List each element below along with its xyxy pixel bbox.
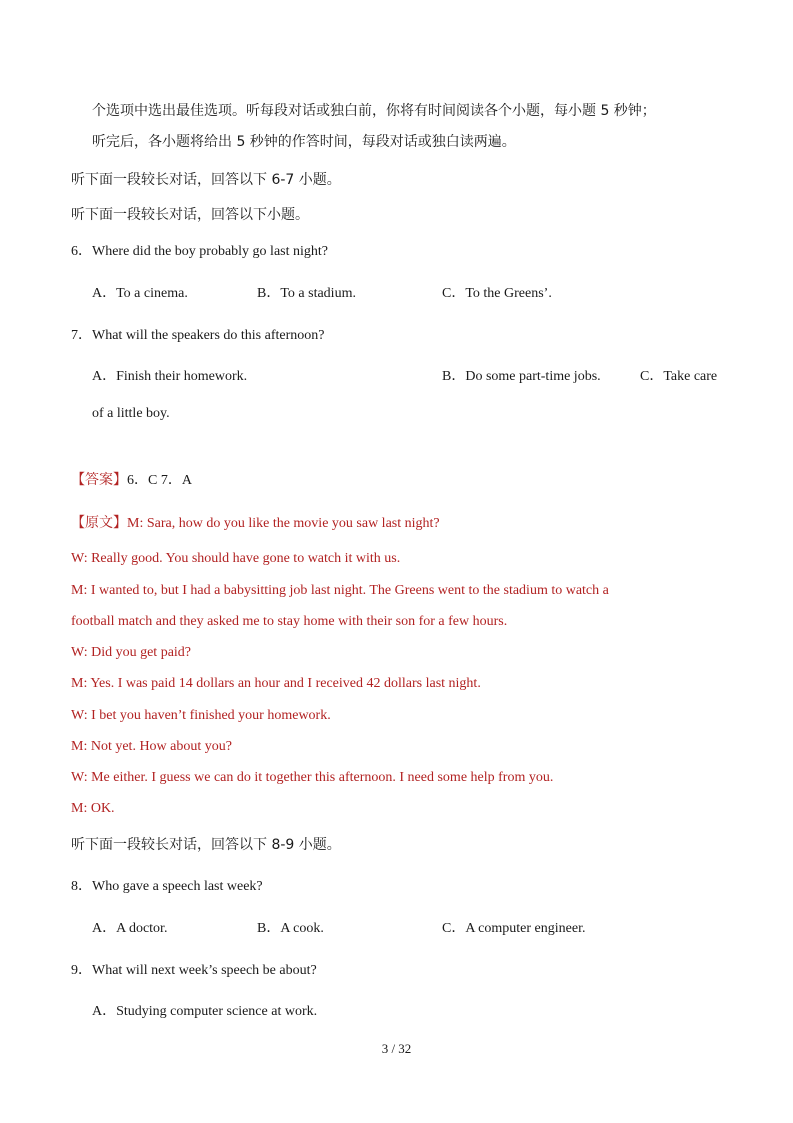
- transcript-line: W: Did you get paid?: [71, 645, 192, 660]
- question-8-option-c: C．A computer engineer.: [442, 921, 586, 936]
- question-7-option-a: A．Finish their homework.: [92, 369, 248, 384]
- question-7-stem: 7．What will the speakers do this afternoon?: [71, 328, 325, 343]
- question-9-stem: 9．What will next week’s speech be about?: [71, 963, 317, 978]
- transcript-line: M: OK.: [71, 801, 115, 816]
- transcript-line: [71, 513, 440, 534]
- question-6-option-c: C．To the Greens’.: [442, 286, 552, 301]
- section-heading-sub: 听下面一段较长对话，回答以下小题。: [71, 207, 309, 223]
- section-heading-6-7: 听下面一段较长对话，回答以下 6-7 小题。: [71, 172, 341, 188]
- page-number: 3 / 32: [381, 1041, 412, 1056]
- transcript-line: M: Yes. I was paid 14 dollars an hour and I received 42 dollars last night.: [71, 676, 481, 691]
- question-8-option-a: A．A doctor.: [92, 921, 168, 936]
- answer-tag: 【答案】: [71, 472, 127, 488]
- question-7-option-c: C．Take care: [640, 369, 718, 384]
- intro-line-2: 听完后，各小题将给出 5 秒钟的作答时间，每段对话或独白读两遍。: [92, 134, 516, 150]
- transcript-line: football match and they asked me to stay home with their son for a few hours.: [71, 614, 508, 629]
- transcript-text: M: Sara, how do you like the movie you saw last night?: [127, 516, 440, 531]
- question-8-option-b: B．A cook.: [257, 921, 324, 936]
- question-8-stem: 8．Who gave a speech last week?: [71, 879, 263, 894]
- transcript-tag: 【原文】: [71, 515, 127, 531]
- transcript-line: M: I wanted to, but I had a babysitting job last night. The Greens went to the stadium to watch a: [71, 583, 609, 598]
- transcript-line: W: Me either. I guess we can do it together this afternoon. I need some help from you.: [71, 770, 554, 785]
- transcript-line: W: Really good. You should have gone to watch it with us.: [71, 551, 401, 566]
- section-heading-8-9: 听下面一段较长对话，回答以下 8-9 小题。: [71, 837, 341, 853]
- question-6-option-b: B．To a stadium.: [257, 286, 356, 301]
- transcript-line: M: Not yet. How about you?: [71, 739, 232, 754]
- transcript-line: W: I bet you haven’t finished your homework.: [71, 708, 331, 723]
- intro-line-1: 个选项中选出最佳选项。听每段对话或独白前，你将有时间阅读各个小题，每小题 5 秒钟；: [92, 103, 656, 119]
- question-7-option-b: B．Do some part-time jobs.: [442, 369, 601, 384]
- question-9-option-a: A．Studying computer science at work.: [92, 1004, 318, 1019]
- question-7-option-c-continued: of a little boy.: [92, 406, 170, 421]
- answer-line: [71, 470, 192, 491]
- question-6-option-a: A．To a cinema.: [92, 286, 188, 301]
- answer-text: 6．C 7．A: [127, 473, 192, 488]
- question-6-stem: 6．Where did the boy probably go last night?: [71, 244, 328, 259]
